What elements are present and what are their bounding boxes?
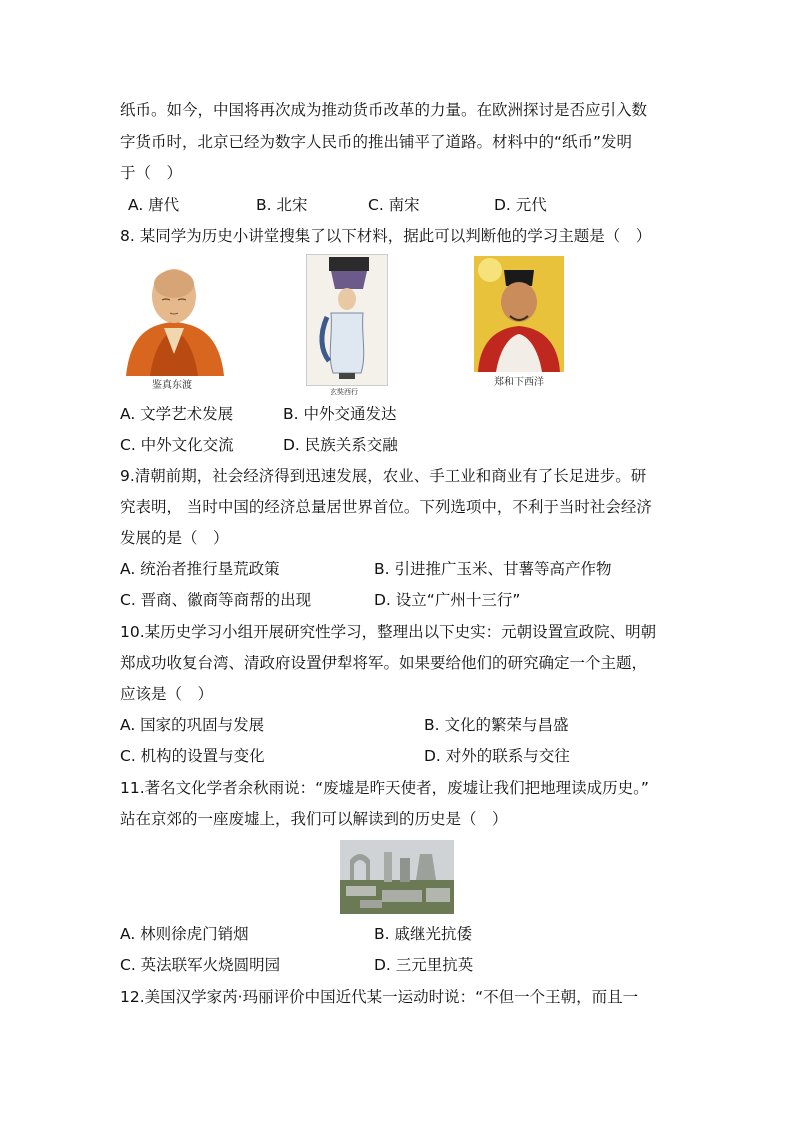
q9-line-3: 发展的是（ ） — [120, 529, 229, 547]
caption-zhenghe: 郑和下西洋 — [494, 377, 544, 388]
q8-option-d[interactable]: D. 民族关系交融 — [283, 436, 398, 454]
q8-option-a[interactable]: A. 文学艺术发展 — [120, 405, 234, 423]
q7-line-2: 字货币时，北京已经为数字人民币的推出铺平了道路。材料中的“纸币”发明 — [120, 133, 633, 151]
q11-option-d[interactable]: D. 三元里抗英 — [374, 956, 474, 974]
q10-line-2: 郑成功收复台湾、清政府设置伊犁将军。如果要给他们的研究确定一个主题， — [120, 654, 648, 672]
q7-option-d[interactable]: D. 元代 — [494, 196, 547, 214]
admiral-portrait-image — [474, 256, 564, 372]
q9-option-a[interactable]: A. 统治者推行垦荒政策 — [120, 560, 280, 578]
q11-line-2: 站在京郊的一座废墟上，我们可以解读到的历史是（ ） — [120, 810, 508, 828]
q11-line-1: 11.著名文化学者余秋雨说：“废墟是昨天使者，废墟让我们把地理读成历史。” — [120, 779, 649, 797]
q9-option-d[interactable]: D. 设立“广州十三行” — [374, 591, 521, 609]
q7-option-a[interactable]: A. 唐代 — [128, 196, 180, 214]
q7-line-1: 纸币。如今，中国将再次成为推动货币改革的力量。在欧洲探讨是否应引入数 — [120, 101, 648, 119]
q10-line-3: 应该是（ ） — [120, 685, 214, 703]
q11-option-a[interactable]: A. 林则徐虎门销烟 — [120, 925, 249, 943]
monk-portrait-image — [120, 258, 228, 378]
q10-option-d[interactable]: D. 对外的联系与交往 — [424, 747, 570, 765]
q10-option-b[interactable]: B. 文化的繁荣与昌盛 — [424, 716, 569, 734]
q9-option-b[interactable]: B. 引进推广玉米、甘薯等高产作物 — [374, 560, 612, 578]
q8-option-b[interactable]: B. 中外交通发达 — [283, 405, 397, 423]
traveler-monk-image — [306, 254, 388, 386]
q7-line-3: 于（ ） — [120, 164, 183, 182]
q10-line-1: 10.某历史学习小组开展研究性学习，整理出以下史实：元朝设置宣政院、明朝 — [120, 623, 657, 641]
caption-jianzhen: 鉴真东渡 — [152, 380, 192, 391]
q10-option-c[interactable]: C. 机构的设置与变化 — [120, 747, 265, 765]
caption-xuanzang: 玄奘西行 — [330, 388, 358, 396]
q9-option-c[interactable]: C. 晋商、徽商等商帮的出现 — [120, 591, 312, 609]
q9-line-2: 究表明， 当时中国的经济总量居世界首位。下列选项中，不利于当时社会经济 — [120, 498, 652, 516]
q11-option-b[interactable]: B. 戚继光抗倭 — [374, 925, 472, 943]
q12-line-1: 12.美国汉学家芮·玛丽评价中国近代某一运动时说：“不但一个王朝，而且一 — [120, 988, 639, 1006]
q8-option-c[interactable]: C. 中外文化交流 — [120, 436, 234, 454]
q8-stem: 8. 某同学为历史小讲堂搜集了以下材料，据此可以判断他的学习主题是（ ） — [120, 227, 652, 245]
q9-line-1: 9.清朝前期，社会经济得到迅速发展，农业、手工业和商业有了长足进步。研 — [120, 467, 647, 485]
q10-option-a[interactable]: A. 国家的巩固与发展 — [120, 716, 265, 734]
q7-option-c[interactable]: C. 南宋 — [368, 196, 420, 214]
q7-option-b[interactable]: B. 北宋 — [256, 196, 308, 214]
ruins-photo-image — [340, 840, 454, 914]
q11-option-c[interactable]: C. 英法联军火烧圆明园 — [120, 956, 281, 974]
